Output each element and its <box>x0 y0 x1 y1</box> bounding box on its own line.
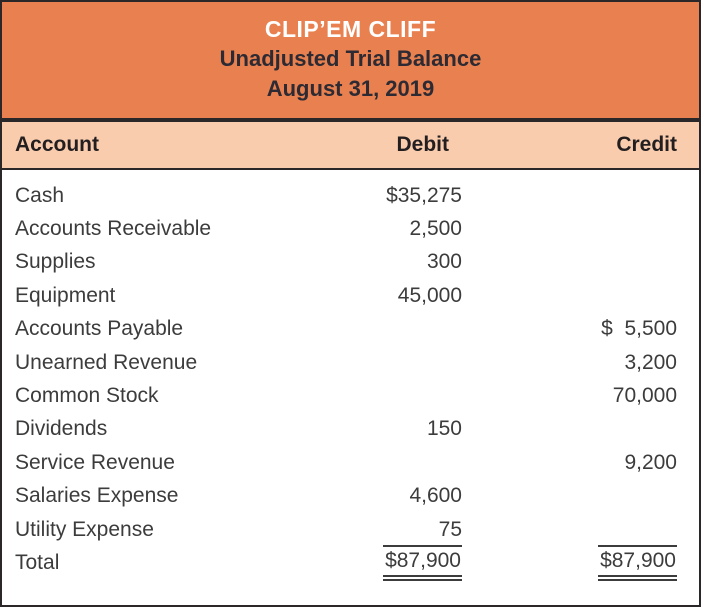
table-row <box>2 346 699 379</box>
credit-value: 9,200 <box>624 450 677 474</box>
account-label: Common Stock <box>15 384 159 408</box>
total-credit-value <box>462 545 699 581</box>
total-debit-value <box>292 545 462 581</box>
column-header-credit: Credit <box>616 133 677 156</box>
account-label: Cash <box>15 183 65 207</box>
debit-value: 300 <box>426 250 462 274</box>
title-block <box>2 2 699 118</box>
column-header-account: Account <box>15 133 99 156</box>
account-label: Salaries Expense <box>15 484 179 508</box>
account-label: Unearned Revenue <box>15 350 198 374</box>
account-label: Accounts Receivable <box>15 217 212 241</box>
table-row <box>2 513 699 546</box>
total-credit-amount: $87,900 <box>598 545 677 581</box>
table-row <box>2 413 699 446</box>
table-row <box>2 246 699 279</box>
debit-value: 75 <box>438 517 462 541</box>
table-row <box>2 446 699 479</box>
table-row <box>2 480 699 513</box>
report-title: Unadjusted Trial Balance <box>219 46 482 71</box>
account-label: Dividends <box>15 417 108 441</box>
debit-value: 45,000 <box>397 283 462 307</box>
account-label: Equipment <box>15 283 116 307</box>
debit-value: 2,500 <box>409 217 462 241</box>
account-label: Supplies <box>15 250 96 274</box>
table-row <box>2 313 699 346</box>
debit-value: $35,275 <box>386 183 462 207</box>
total-debit-amount: $87,900 <box>383 545 462 581</box>
total-row <box>2 546 699 579</box>
column-header-row <box>2 118 699 170</box>
table-row <box>2 379 699 412</box>
debit-value: 150 <box>426 417 462 441</box>
credit-value: 70,000 <box>612 384 677 408</box>
column-header-debit: Debit <box>396 133 449 156</box>
account-label: Accounts Payable <box>15 317 184 341</box>
table-body <box>2 170 699 605</box>
account-label: Service Revenue <box>15 450 175 474</box>
table-row <box>2 279 699 312</box>
report-date: August 31, 2019 <box>266 76 435 101</box>
debit-value: 4,600 <box>409 484 462 508</box>
table-row <box>2 179 699 212</box>
credit-value: $ 5,500 <box>601 317 677 341</box>
company-name: CLIP’EM CLIFF <box>264 16 437 42</box>
account-label: Utility Expense <box>15 517 154 541</box>
table-row <box>2 212 699 245</box>
credit-value: 3,200 <box>624 350 677 374</box>
total-label: Total <box>15 550 60 574</box>
